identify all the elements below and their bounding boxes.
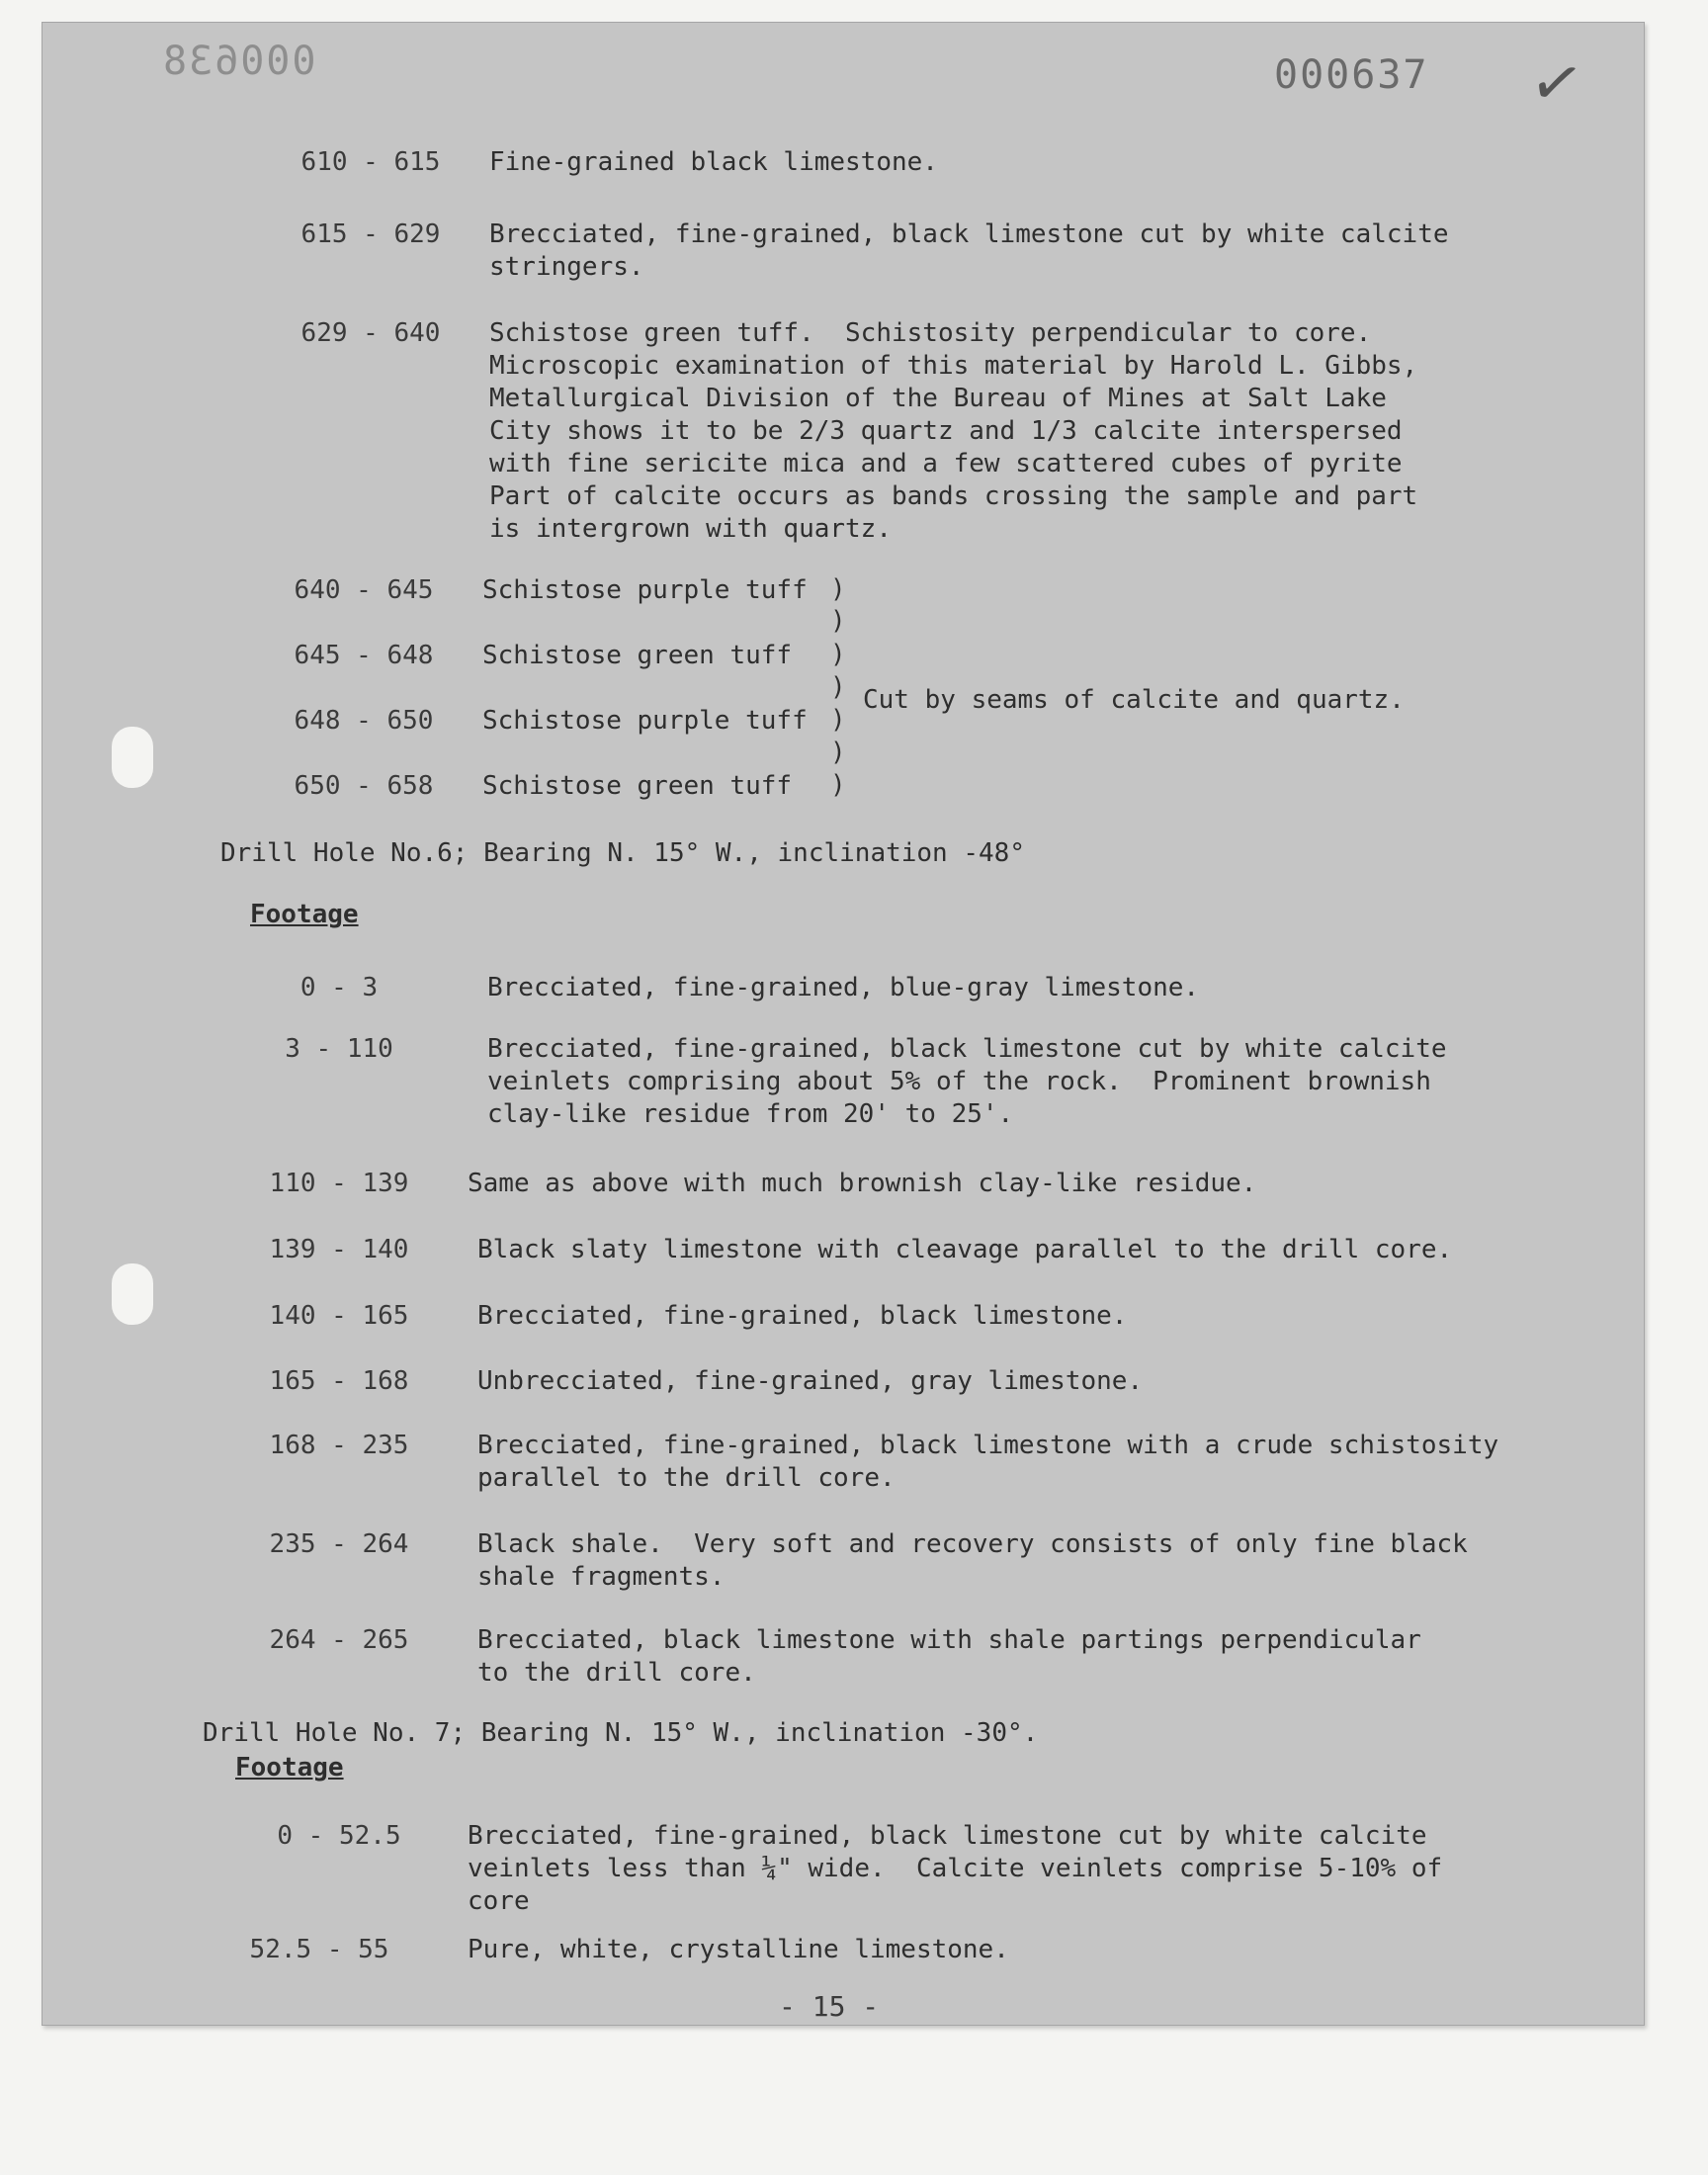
bracket-mark: ) bbox=[830, 574, 846, 604]
drill-hole-header: Drill Hole No.6; Bearing N. 15° W., inclination -48° bbox=[220, 838, 1025, 868]
document-page bbox=[42, 22, 1645, 2026]
footage-range: 650 - 658 bbox=[294, 771, 434, 801]
entry-description: Unbrecciated, fine-grained, gray limestone. bbox=[477, 1366, 1144, 1396]
entry-description: Brecciated, black limestone with shale partings perpendicular to the drill core. bbox=[477, 1625, 1421, 1688]
footage-range: 645 - 648 bbox=[294, 641, 434, 670]
bracket-mark: ) bbox=[830, 705, 846, 735]
document-id-stamp: 000637 bbox=[1274, 52, 1429, 98]
footage-range: 615 - 629 bbox=[300, 219, 441, 249]
entry-description: Schistose green tuff bbox=[482, 641, 793, 670]
entry-description: Same as above with much brownish clay-like residue. bbox=[468, 1169, 1257, 1198]
entry-description: Fine-grained black limestone. bbox=[489, 147, 938, 177]
footage-range: 165 - 168 bbox=[269, 1366, 409, 1396]
footage-range: 140 - 165 bbox=[269, 1301, 409, 1331]
bracket-mark: ) bbox=[830, 640, 846, 669]
footage-heading: Footage bbox=[235, 1753, 344, 1783]
footage-range: 0 - 52.5 bbox=[277, 1821, 401, 1851]
entry-description: Brecciated, fine-grained, black limestone with a crude schistosity parallel to the drill core. bbox=[477, 1431, 1499, 1493]
entry-description: Brecciated, fine-grained, black limestone cut by white calcite veinlets comprising about 5% of the rock. Prominent brownish clay-like residue from 20' to 25'. bbox=[487, 1034, 1447, 1129]
footage-range: 3 - 110 bbox=[285, 1034, 393, 1064]
entry-description: Brecciated, fine-grained, black limestone cut by white calcite veinlets less than ¼" wide. Calcite veinlets comprise 5-10% of core bbox=[468, 1821, 1443, 1916]
footage-range: 629 - 640 bbox=[300, 318, 441, 348]
page-number: - 15 - bbox=[779, 1990, 880, 2023]
entry-description: Brecciated, fine-grained, black limestone cut by white calcite stringers. bbox=[489, 219, 1449, 282]
entry-description: Schistose purple tuff bbox=[482, 706, 808, 736]
entry-description: Brecciated, fine-grained, blue-gray limestone. bbox=[487, 973, 1200, 1002]
footage-range: 110 - 139 bbox=[269, 1169, 409, 1198]
footage-range: 0 - 3 bbox=[299, 973, 379, 1002]
footage-range: 648 - 650 bbox=[294, 706, 434, 736]
drill-hole-header: Drill Hole No. 7; Bearing N. 15° W., inclination -30°. bbox=[203, 1718, 1039, 1748]
footage-range: 235 - 264 bbox=[269, 1529, 409, 1559]
footage-range: 640 - 645 bbox=[294, 575, 434, 605]
entry-description: Black slaty limestone with cleavage parallel to the drill core. bbox=[477, 1235, 1453, 1264]
bracket-mark: ) bbox=[830, 606, 846, 636]
footage-range: 610 - 615 bbox=[300, 147, 441, 177]
punch-hole bbox=[112, 727, 153, 788]
bracket-mark: ) bbox=[830, 738, 846, 767]
entry-description: Schistose green tuff bbox=[482, 771, 793, 801]
footage-heading: Footage bbox=[250, 900, 359, 929]
check-mark-icon: ✓ bbox=[1523, 43, 1589, 126]
group-note: Cut by seams of calcite and quartz. bbox=[863, 685, 1405, 715]
bracket-mark: ) bbox=[830, 770, 846, 800]
mirrored-stamp: 000638 bbox=[161, 39, 316, 84]
footage-range: 139 - 140 bbox=[269, 1235, 409, 1264]
entry-description: Black shale. Very soft and recovery consists of only fine black shale fragments. bbox=[477, 1529, 1468, 1592]
entry-description: Pure, white, crystalline limestone. bbox=[468, 1935, 1009, 1964]
entry-description: Schistose green tuff. Schistosity perpendicular to core. Microscopic examination of this material by Harold L. Gibbs, Metallurgical Division of the Bureau of Mines at Salt Lake City shows it to be 2/3 quartz and 1/3 calcite interspersed with fine sericite mica and a few scattered cubes of pyrite Part of calcite occurs as bands crossing the sample and part is intergrown with quartz. bbox=[489, 318, 1418, 544]
bracket-mark: ) bbox=[830, 672, 846, 702]
punch-hole bbox=[112, 1263, 153, 1325]
footage-range: 52.5 - 55 bbox=[249, 1935, 389, 1964]
footage-range: 264 - 265 bbox=[269, 1625, 409, 1655]
entry-description: Brecciated, fine-grained, black limestone. bbox=[477, 1301, 1128, 1331]
entry-description: Schistose purple tuff bbox=[482, 575, 808, 605]
footage-range: 168 - 235 bbox=[269, 1431, 409, 1460]
